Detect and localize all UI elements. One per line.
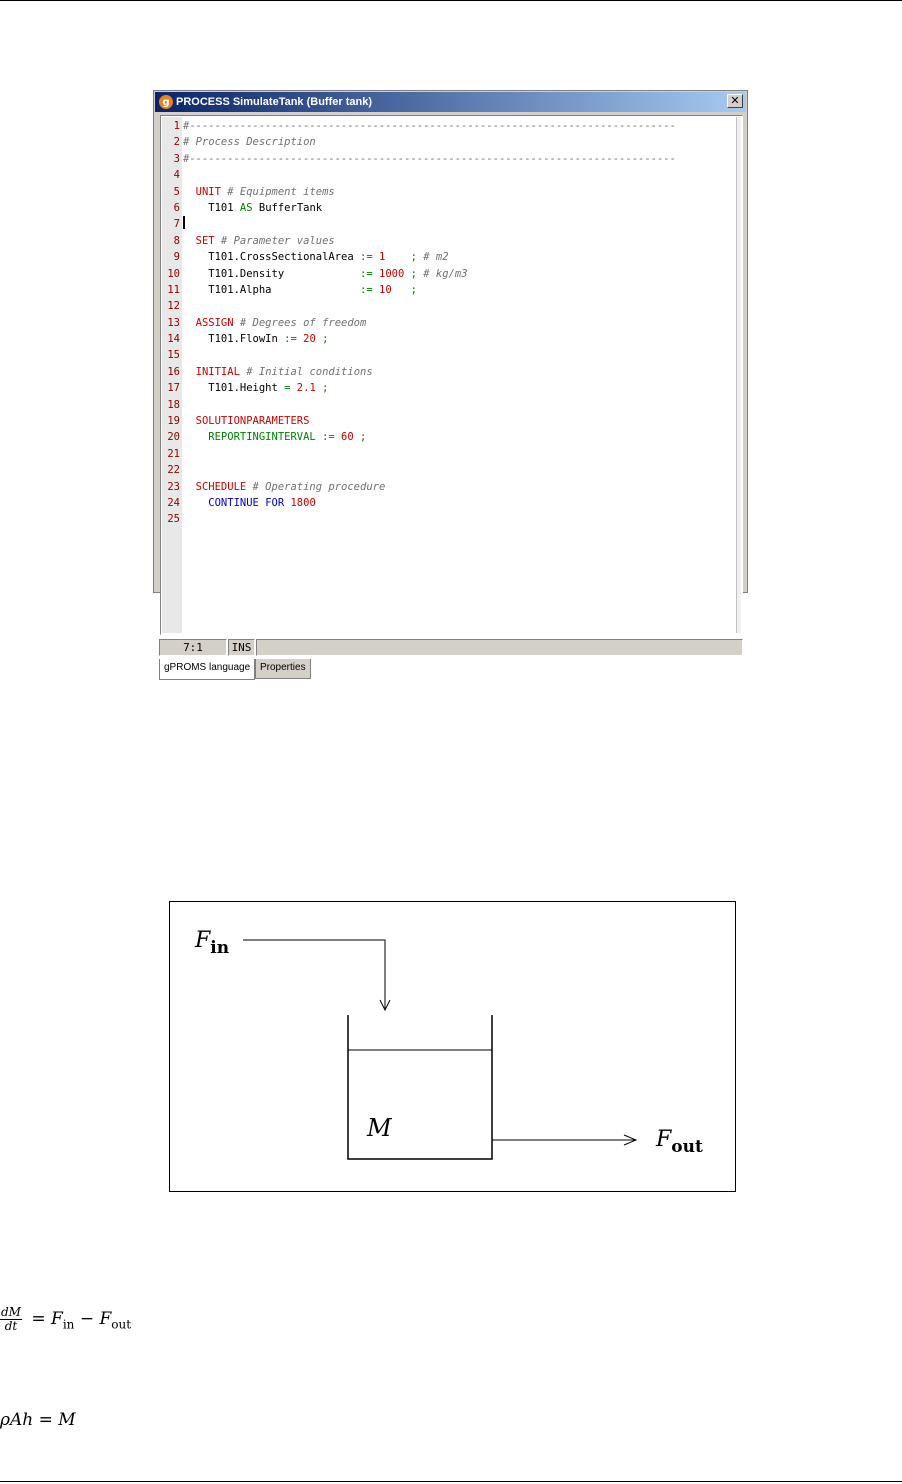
insert-mode-indicator: INS bbox=[228, 639, 255, 656]
line-number: 11 bbox=[167, 283, 180, 296]
holdup-equation: ρAh = M bbox=[0, 1410, 76, 1430]
code-line[interactable] bbox=[162, 184, 736, 200]
gproms-app-icon: g bbox=[159, 95, 173, 109]
line-number: 24 bbox=[167, 496, 180, 509]
code-token: # Parameter values bbox=[214, 234, 335, 247]
code-token: := bbox=[322, 431, 335, 444]
derivative-fraction: $\frac{dM}{dt}$ bbox=[1, 1305, 21, 1333]
line-number: 20 bbox=[167, 431, 180, 444]
code-token: 1800 bbox=[284, 496, 316, 509]
code-line[interactable] bbox=[162, 266, 736, 282]
code-line[interactable] bbox=[162, 249, 736, 265]
code-token: ; bbox=[404, 267, 417, 280]
line-number: 3 bbox=[173, 152, 180, 165]
tab-properties[interactable]: Properties bbox=[255, 659, 311, 679]
line-number: 7 bbox=[173, 218, 180, 231]
code-token: 1000 bbox=[372, 267, 405, 280]
line-number: 15 bbox=[167, 349, 180, 362]
code-token: CONTINUE bbox=[183, 496, 266, 509]
tab-gproms-language[interactable]: gPROMS language bbox=[159, 659, 255, 680]
close-icon[interactable]: ✕ bbox=[727, 94, 743, 108]
code-token: ; bbox=[353, 431, 367, 444]
code-line[interactable] bbox=[162, 380, 736, 396]
line-number: 12 bbox=[167, 300, 180, 313]
code-line[interactable] bbox=[162, 347, 736, 363]
code-token: BufferTank bbox=[252, 201, 323, 214]
code-token: # Initial conditions bbox=[239, 365, 373, 378]
line-number: 14 bbox=[167, 333, 180, 346]
line-number: 4 bbox=[173, 169, 180, 182]
code-token: T101 bbox=[183, 201, 240, 214]
line-number: 16 bbox=[167, 365, 180, 378]
code-token: # kg/m3 bbox=[416, 267, 468, 280]
code-token: # Equipment items bbox=[220, 185, 335, 198]
line-number: 17 bbox=[167, 382, 180, 395]
code-line[interactable] bbox=[162, 315, 736, 331]
code-token: ; bbox=[315, 333, 329, 346]
code-token: := bbox=[284, 333, 297, 346]
code-token: # Process Description bbox=[183, 136, 316, 149]
code-token: #----------------------------------------------------------------------------- bbox=[183, 152, 677, 165]
page-bottom-rule bbox=[0, 1481, 902, 1482]
code-line[interactable] bbox=[162, 364, 736, 380]
code-line[interactable] bbox=[162, 151, 736, 167]
code-token: ASSIGN bbox=[183, 316, 234, 329]
code-token: SCHEDULE bbox=[183, 480, 247, 493]
mass-label: M bbox=[367, 1114, 392, 1142]
code-token: 1 bbox=[372, 251, 386, 264]
code-token: := bbox=[360, 267, 373, 280]
code-token: ; bbox=[385, 251, 417, 264]
code-token: ; bbox=[315, 382, 329, 395]
status-bar bbox=[159, 639, 743, 658]
code-line[interactable] bbox=[162, 331, 736, 347]
window-title: PROCESS SimulateTank (Buffer tank) bbox=[176, 96, 372, 108]
line-number: 2 bbox=[173, 136, 180, 149]
code-editor[interactable] bbox=[160, 115, 743, 635]
code-token: # Degrees of freedom bbox=[233, 316, 367, 329]
code-token: # m2 bbox=[416, 251, 449, 264]
code-line[interactable] bbox=[162, 446, 736, 462]
code-token: := bbox=[360, 251, 373, 264]
code-token: FOR bbox=[265, 496, 285, 509]
code-line[interactable] bbox=[162, 397, 736, 413]
code-line[interactable] bbox=[162, 134, 736, 150]
code-line[interactable] bbox=[162, 479, 736, 495]
window-titlebar[interactable] bbox=[155, 92, 746, 112]
outflow-label: $F_{out}$ bbox=[656, 1127, 703, 1157]
code-token: UNIT bbox=[183, 185, 221, 198]
code-token: T101.Alpha bbox=[183, 283, 361, 296]
code-token: 20 bbox=[296, 333, 316, 346]
line-number: 22 bbox=[167, 464, 180, 477]
line-number: 23 bbox=[167, 480, 180, 493]
code-line[interactable] bbox=[162, 511, 736, 527]
status-filler bbox=[256, 639, 743, 656]
line-number: 18 bbox=[167, 398, 180, 411]
code-token: T101.CrossSectionalArea bbox=[183, 251, 361, 264]
buffer-tank-diagram bbox=[169, 901, 736, 1192]
line-number: 13 bbox=[167, 316, 180, 329]
line-number: 19 bbox=[167, 415, 180, 428]
code-token: ; bbox=[391, 283, 417, 296]
code-token: 10 bbox=[372, 283, 392, 296]
tank-drawing bbox=[170, 902, 737, 1193]
code-token: T101.FlowIn bbox=[183, 333, 285, 346]
code-token: REPORTINGINTERVAL bbox=[183, 431, 323, 444]
code-token: AS bbox=[239, 201, 253, 214]
code-token: 60 bbox=[334, 431, 354, 444]
code-token: T101.Height bbox=[183, 382, 285, 395]
line-number: 9 bbox=[173, 251, 180, 264]
mass-balance-equation: $\frac{dM}{dt}$ = $F_{in} - F_{out}$ bbox=[1, 1305, 132, 1333]
code-token: 2.1 bbox=[290, 382, 316, 395]
code-line[interactable] bbox=[162, 462, 736, 478]
line-number: 5 bbox=[173, 185, 180, 198]
code-line[interactable] bbox=[162, 282, 736, 298]
code-line[interactable] bbox=[162, 429, 736, 445]
code-lines bbox=[162, 118, 736, 528]
code-token: T101.Density bbox=[183, 267, 361, 280]
code-token: SET bbox=[183, 234, 215, 247]
code-token: # Operating procedure bbox=[246, 480, 386, 493]
code-token: #----------------------------------------------------------------------------- bbox=[183, 120, 677, 132]
code-line[interactable] bbox=[162, 216, 736, 232]
inflow-line bbox=[243, 940, 385, 1010]
code-line[interactable] bbox=[162, 298, 736, 314]
line-number: 25 bbox=[167, 513, 180, 526]
code-line[interactable] bbox=[162, 118, 736, 134]
code-line[interactable] bbox=[162, 413, 736, 429]
inflow-label: $F_{in}$ bbox=[195, 928, 230, 958]
process-editor-window bbox=[153, 90, 748, 673]
text-caret bbox=[183, 216, 185, 229]
page-top-rule bbox=[0, 0, 902, 1]
code-line[interactable] bbox=[162, 495, 736, 511]
line-number: 8 bbox=[173, 234, 180, 247]
line-number: 1 bbox=[173, 120, 180, 132]
line-number: 6 bbox=[173, 201, 180, 214]
code-token: SOLUTIONPARAMETERS bbox=[183, 415, 310, 428]
code-line[interactable] bbox=[162, 200, 736, 216]
cursor-position: 7:1 bbox=[159, 639, 227, 656]
code-line[interactable] bbox=[162, 167, 736, 183]
vertical-scrollbar[interactable] bbox=[736, 117, 741, 633]
line-number: 21 bbox=[167, 447, 180, 460]
code-token: := bbox=[360, 283, 373, 296]
line-number: 10 bbox=[167, 267, 180, 280]
code-token: = bbox=[284, 382, 291, 395]
code-token: INITIAL bbox=[183, 365, 240, 378]
code-line[interactable] bbox=[162, 233, 736, 249]
